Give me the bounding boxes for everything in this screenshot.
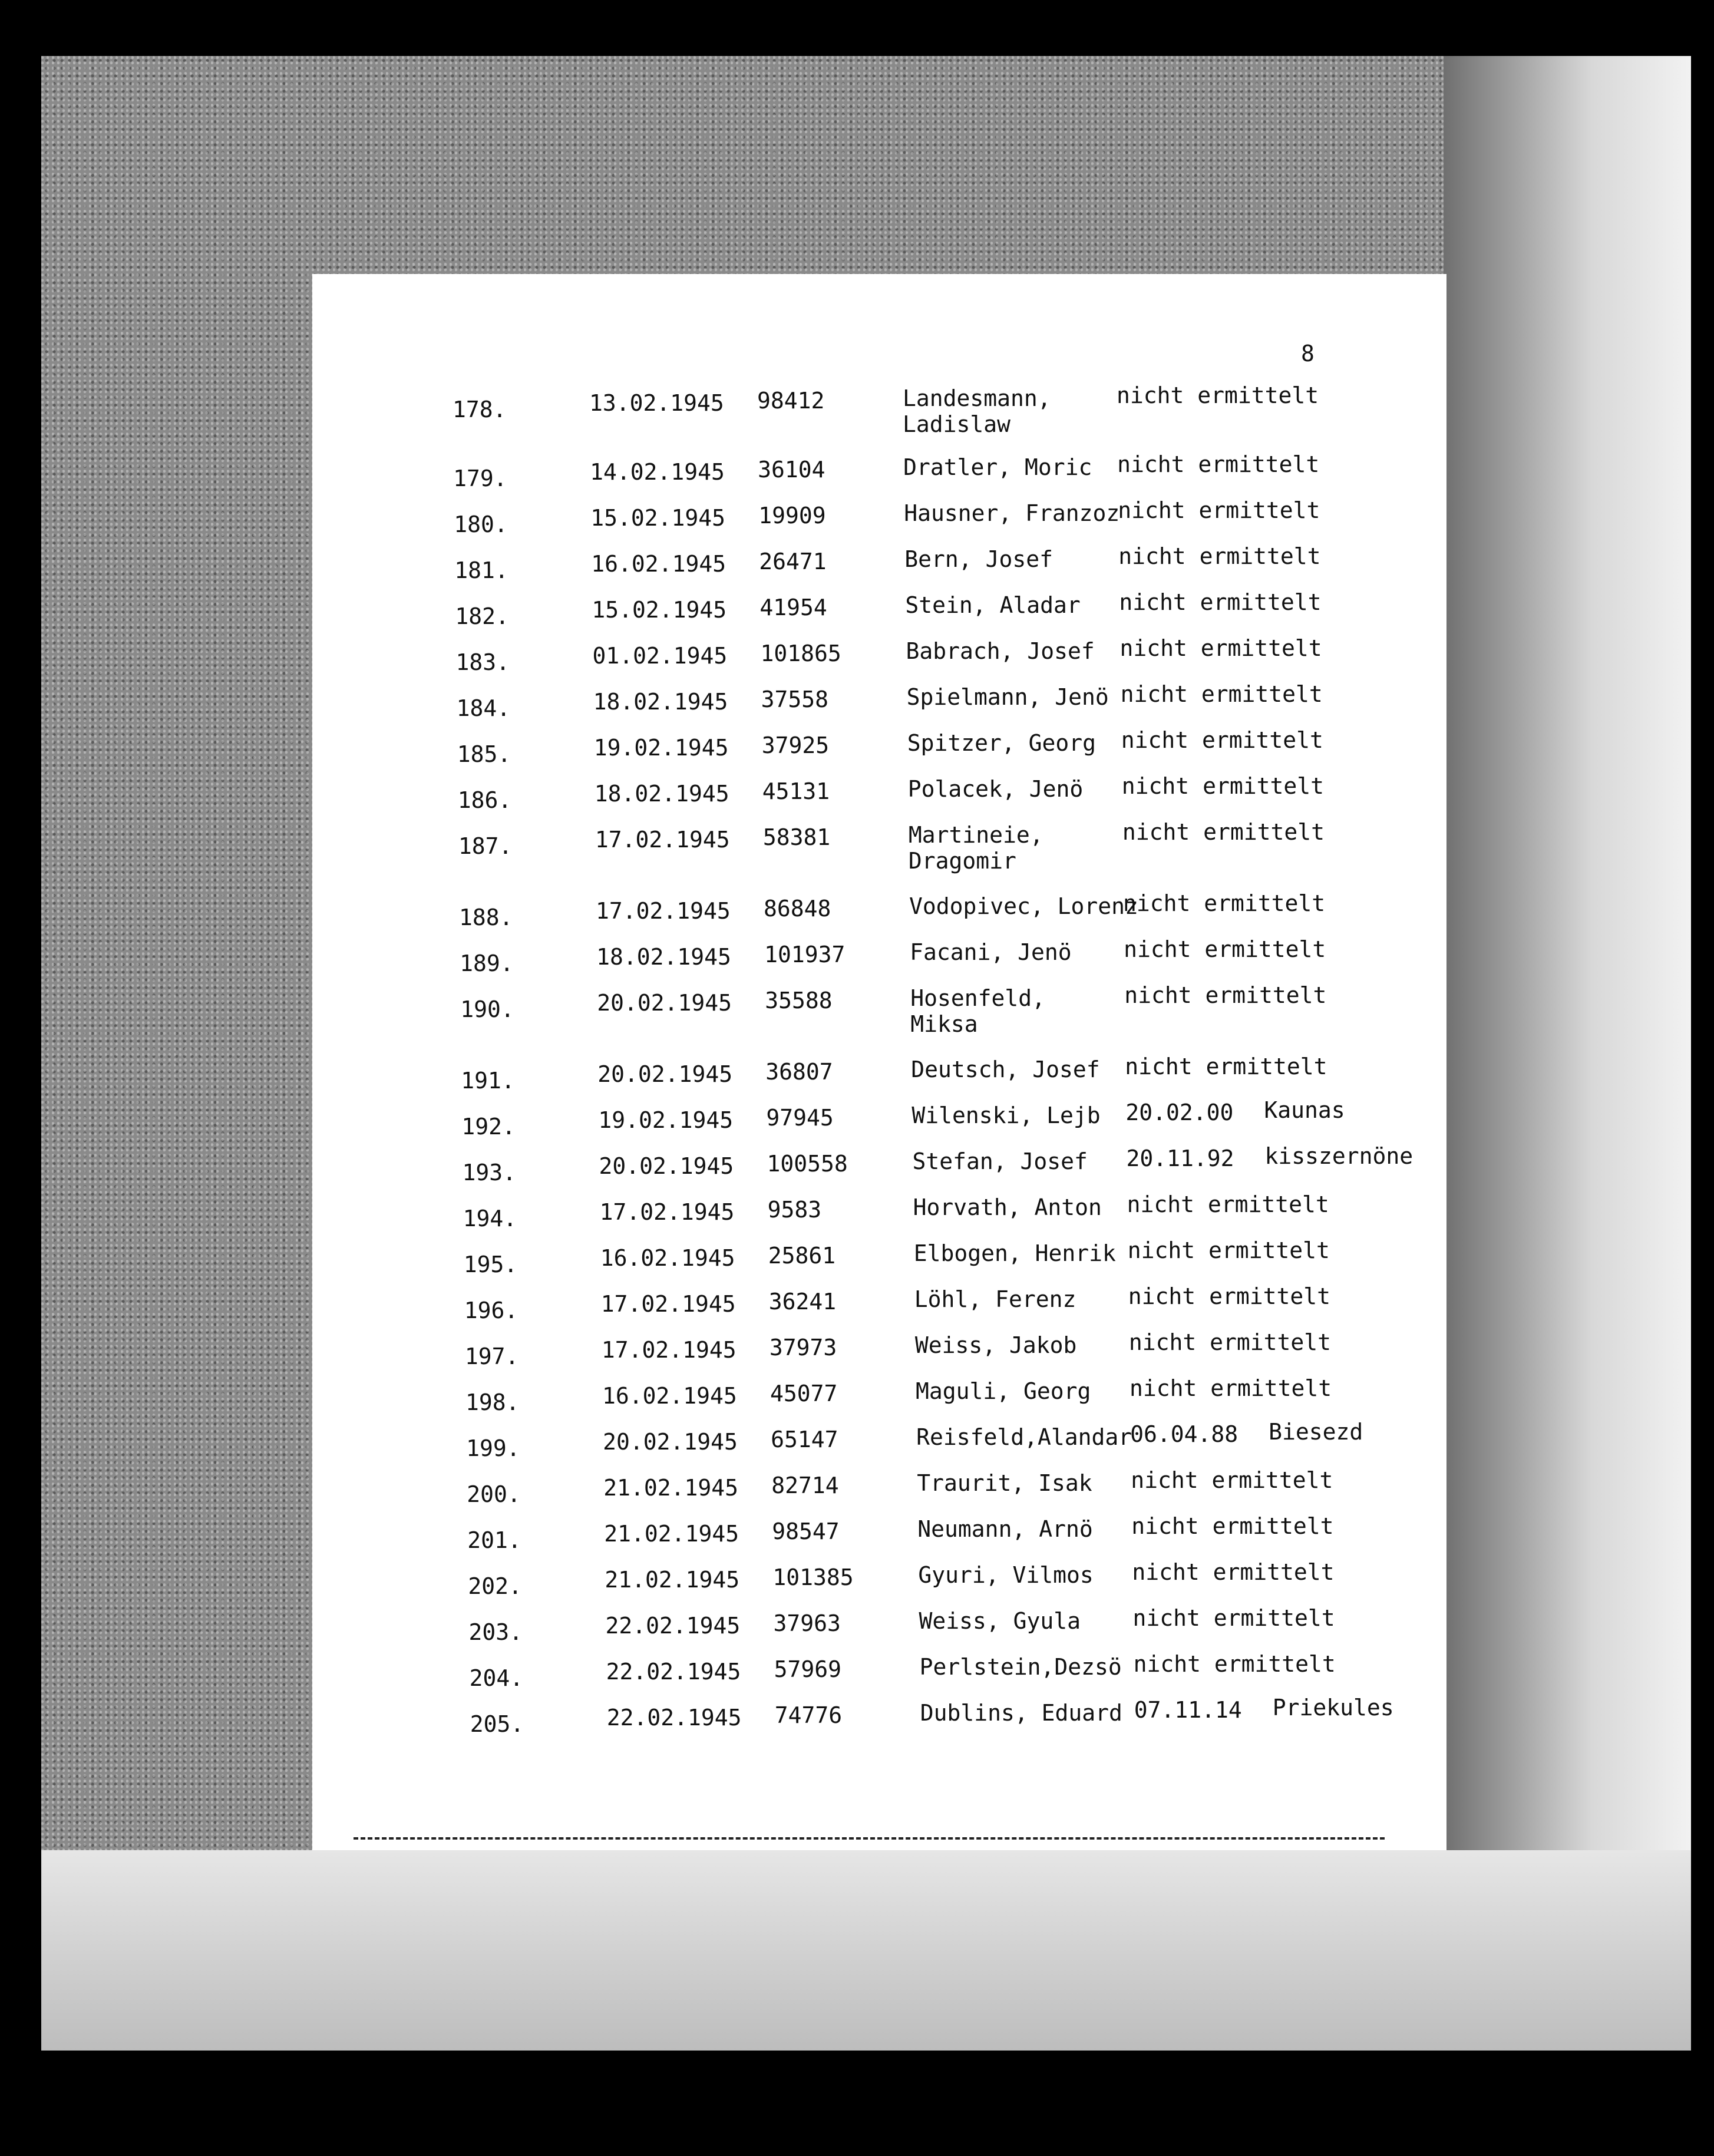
row-number: 41954	[759, 594, 827, 620]
row-date: 15.02.1945	[592, 596, 727, 623]
row-birth: nicht ermittelt	[1120, 681, 1323, 707]
page-number: 8	[1301, 341, 1315, 367]
row-no: 187.	[458, 833, 513, 859]
row-date: 16.02.1945	[600, 1244, 735, 1271]
row-date: 20.02.1945	[597, 989, 732, 1016]
row-number: 57969	[774, 1656, 841, 1682]
row-number: 37973	[769, 1334, 837, 1361]
row-number: 45131	[762, 778, 830, 804]
row-no: 178.	[453, 397, 507, 422]
row-number: 86848	[764, 895, 831, 922]
row-birth: nicht ermittelt	[1127, 1191, 1329, 1217]
row-number: 35588	[765, 987, 833, 1013]
row-date: 22.02.1945	[605, 1612, 741, 1639]
row-name: Löhl, Ferenz	[914, 1286, 1076, 1312]
row-date: 14.02.1945	[590, 458, 725, 485]
row-name: Spielmann, Jenö	[906, 684, 1109, 710]
row-name: Traurit, Isak	[917, 1470, 1092, 1496]
row-name: Horvath, Anton	[913, 1194, 1102, 1220]
row-number: 101937	[764, 941, 846, 968]
row-birth: nicht ermittelt	[1124, 982, 1327, 1008]
row-no: 180.	[454, 511, 508, 537]
row-no: 185.	[457, 741, 511, 767]
row-date: 21.02.1945	[605, 1566, 740, 1593]
row-number: 19909	[758, 502, 826, 529]
row-no: 194.	[463, 1206, 517, 1231]
row-number: 37925	[761, 732, 830, 758]
scan-background-right	[1444, 56, 1691, 2051]
row-no: 193.	[462, 1160, 517, 1186]
row-no: 203.	[468, 1619, 523, 1645]
row-name: Hosenfeld, Miksa	[910, 985, 1045, 1037]
row-no: 198.	[465, 1389, 520, 1415]
row-place: Biesezd	[1269, 1419, 1363, 1445]
row-number: 74776	[774, 1702, 843, 1728]
row-no: 205.	[470, 1711, 524, 1737]
row-name: Dublins, Eduard	[920, 1699, 1122, 1726]
row-number: 101865	[760, 640, 841, 666]
row-birth: nicht ermittelt	[1133, 1650, 1336, 1677]
row-birth: nicht ermittelt	[1118, 497, 1320, 523]
row-number: 97945	[766, 1104, 834, 1131]
row-name: Elbogen, Henrik	[913, 1240, 1116, 1266]
row-name: Spitzer, Georg	[907, 729, 1096, 756]
row-number: 45077	[770, 1380, 838, 1406]
row-birth: nicht ermittelt	[1131, 1513, 1334, 1539]
row-place: Priekules	[1272, 1695, 1394, 1721]
row-place: kisszernöne	[1264, 1143, 1414, 1170]
row-date: 13.02.1945	[589, 389, 724, 416]
row-no: 196.	[464, 1297, 519, 1323]
row-number: 101385	[772, 1564, 854, 1590]
row-date: 22.02.1945	[606, 1704, 742, 1731]
row-birth: 07.11.14	[1134, 1696, 1242, 1723]
row-date: 21.02.1945	[604, 1520, 739, 1547]
row-date: 17.02.1945	[601, 1336, 737, 1363]
row-birth: nicht ermittelt	[1125, 1053, 1327, 1079]
row-name: Hausner, Franzoz	[904, 500, 1120, 526]
row-birth: 06.04.88	[1130, 1421, 1239, 1447]
row-name: Perlstein,Dezsö	[919, 1653, 1122, 1680]
row-no: 183.	[455, 649, 510, 675]
row-number: 98412	[757, 387, 825, 414]
row-place: Kaunas	[1264, 1097, 1345, 1124]
row-birth: nicht ermittelt	[1128, 1329, 1332, 1355]
row-date: 17.02.1945	[599, 1198, 735, 1225]
row-date: 22.02.1945	[606, 1658, 741, 1685]
row-no: 182.	[455, 603, 509, 629]
row-birth: nicht ermittelt	[1119, 635, 1322, 661]
row-name: Neumann, Arnö	[917, 1516, 1093, 1542]
row-birth: nicht ermittelt	[1130, 1375, 1332, 1401]
row-birth: nicht ermittelt	[1128, 1283, 1330, 1309]
row-no: 197.	[464, 1343, 519, 1369]
row-birth: nicht ermittelt	[1131, 1467, 1333, 1493]
row-no: 189.	[460, 950, 514, 976]
row-date: 19.02.1945	[593, 734, 729, 761]
row-number: 58381	[762, 824, 831, 850]
scan-background-bottom	[41, 1850, 1691, 2051]
cut-line	[354, 1837, 1385, 1840]
row-name: Deutsch, Josef	[911, 1056, 1100, 1082]
row-no: 179.	[453, 465, 507, 491]
row-name: Maguli, Georg	[916, 1378, 1091, 1404]
row-name: Stefan, Josef	[912, 1148, 1088, 1174]
row-date: 17.02.1945	[600, 1290, 736, 1317]
row-birth: nicht ermittelt	[1117, 451, 1320, 477]
row-no: 181.	[454, 557, 508, 583]
row-date: 20.02.1945	[603, 1428, 738, 1455]
row-no: 192.	[461, 1114, 516, 1140]
row-no: 186.	[457, 787, 512, 813]
row-birth: nicht ermittelt	[1121, 727, 1323, 753]
row-birth: nicht ermittelt	[1124, 936, 1326, 962]
row-date: 15.02.1945	[590, 504, 725, 531]
row-number: 65147	[771, 1426, 838, 1452]
row-name: Facani, Jenö	[910, 939, 1072, 965]
row-date: 17.02.1945	[596, 897, 731, 924]
row-name: Polacek, Jenö	[907, 775, 1084, 802]
row-date: 20.02.1945	[599, 1153, 734, 1179]
row-name: Bern, Josef	[904, 546, 1053, 572]
row-name: Vodopivec, Lorenz	[909, 893, 1138, 919]
row-name: Stein, Aladar	[905, 592, 1081, 618]
row-date: 18.02.1945	[593, 688, 728, 715]
row-birth: nicht ermittelt	[1123, 890, 1326, 916]
row-no: 199.	[466, 1435, 520, 1461]
row-date: 19.02.1945	[598, 1107, 734, 1133]
row-number: 36807	[765, 1058, 833, 1085]
row-no: 204.	[469, 1665, 524, 1691]
row-birth: nicht ermittelt	[1127, 1237, 1330, 1263]
row-number: 100558	[767, 1150, 848, 1177]
row-date: 21.02.1945	[603, 1474, 738, 1501]
row-date: 16.02.1945	[591, 550, 726, 577]
row-name: Weiss, Jakob	[914, 1332, 1077, 1358]
row-name: Landesmann, Ladislaw	[903, 385, 1051, 437]
row-name: Reisfeld,Alandar	[916, 1424, 1132, 1450]
row-number: 25861	[768, 1242, 836, 1269]
row-name: Wilenski, Lejb	[912, 1102, 1101, 1128]
row-number: 82714	[771, 1472, 839, 1498]
row-birth: nicht ermittelt	[1132, 1604, 1335, 1631]
row-no: 195.	[463, 1252, 518, 1277]
row-number: 37558	[761, 686, 828, 712]
row-name: Dratler, Moric	[903, 454, 1092, 480]
row-number: 36104	[758, 456, 825, 483]
row-name: Weiss, Gyula	[919, 1607, 1081, 1634]
row-no: 188.	[459, 904, 513, 930]
row-number: 26471	[759, 548, 827, 575]
row-date: 18.02.1945	[594, 780, 729, 807]
row-date: 17.02.1945	[595, 826, 730, 853]
row-date: 01.02.1945	[592, 642, 728, 669]
row-birth: nicht ermittelt	[1121, 772, 1324, 799]
row-no: 202.	[468, 1573, 522, 1599]
row-date: 16.02.1945	[602, 1382, 737, 1409]
row-no: 190.	[460, 996, 514, 1022]
row-number: 9583	[767, 1196, 822, 1223]
row-name: Gyuri, Vilmos	[918, 1561, 1094, 1588]
row-name: Babrach, Josef	[906, 638, 1095, 664]
row-birth: nicht ermittelt	[1117, 382, 1319, 408]
row-number: 36241	[768, 1288, 837, 1315]
row-name: Martineie, Dragomir	[908, 821, 1043, 874]
row-birth: nicht ermittelt	[1132, 1559, 1335, 1585]
row-no: 200.	[467, 1481, 521, 1507]
row-birth: nicht ermittelt	[1122, 818, 1325, 845]
row-birth: 20.02.00	[1125, 1099, 1234, 1125]
row-number: 98547	[772, 1518, 840, 1544]
row-birth: nicht ermittelt	[1118, 543, 1321, 569]
row-birth: 20.11.92	[1126, 1145, 1234, 1171]
row-no: 201.	[467, 1527, 521, 1553]
row-number: 37963	[773, 1610, 841, 1636]
row-date: 18.02.1945	[596, 943, 731, 970]
row-date: 20.02.1945	[597, 1061, 733, 1087]
row-no: 184.	[456, 695, 511, 721]
row-birth: nicht ermittelt	[1119, 589, 1322, 615]
row-no: 191.	[461, 1068, 515, 1094]
